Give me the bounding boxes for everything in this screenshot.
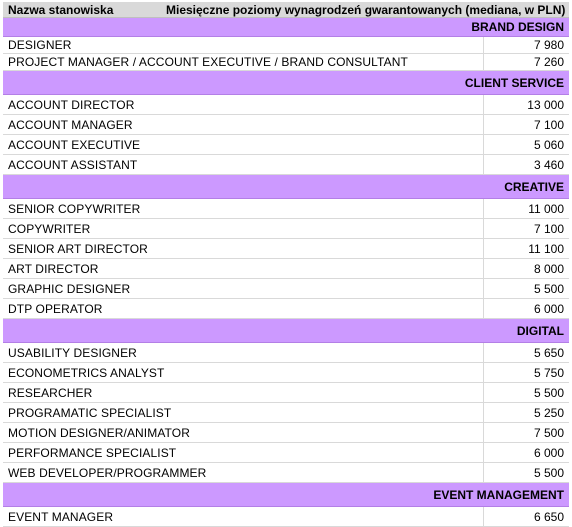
position-name: GRAPHIC DESIGNER [8,281,131,296]
section-header [3,175,569,199]
position-name: ART DIRECTOR [8,261,99,276]
table-row [3,115,569,135]
table-row [3,54,569,71]
salary-value: 8 000 [483,259,569,278]
salary-value: 6 000 [483,443,569,462]
table-row [3,507,569,527]
position-name: COPYWRITER [8,221,91,236]
table-body [3,18,569,527]
table-row [3,463,569,483]
table-row [3,443,569,463]
table-row [3,299,569,319]
salary-value: 13 000 [483,95,569,114]
column-header-salary: Miesięczne poziomy wynagrodzeń gwarantowanych (mediana, w PLN) [166,2,566,17]
salary-value: 5 500 [483,383,569,402]
position-name: WEB DEVELOPER/PROGRAMMER [8,465,207,480]
table-row [3,37,569,54]
salary-table [3,2,569,527]
table-row [3,363,569,383]
salary-value: 7 100 [483,219,569,238]
salary-value: 5 500 [483,279,569,298]
salary-value: 11 000 [483,199,569,218]
table-row [3,383,569,403]
position-name: USABILITY DESIGNER [8,345,137,360]
position-name: PROJECT MANAGER / ACCOUNT EXECUTIVE / BRAND CONSULTANT [8,55,408,69]
section-title: CLIENT SERVICE [464,75,564,90]
section-header [3,18,569,37]
position-name: ACCOUNT ASSISTANT [8,157,138,172]
position-name: ECONOMETRICS ANALYST [8,365,165,380]
position-name: ACCOUNT MANAGER [8,117,133,132]
position-name: PROGRAMATIC SPECIALIST [8,405,172,420]
position-name: ACCOUNT EXECUTIVE [8,137,141,152]
position-name: DTP OPERATOR [8,301,103,316]
section-header [3,319,569,343]
table-row [3,239,569,259]
salary-value: 5 250 [483,403,569,422]
position-name: PERFORMANCE SPECIALIST [8,445,177,460]
section-title: EVENT MANAGEMENT [433,487,564,502]
table-row [3,343,569,363]
table-row [3,279,569,299]
salary-value: 7 260 [483,54,569,70]
salary-value: 3 460 [483,155,569,174]
salary-value: 5 060 [483,135,569,154]
section-title: CREATIVE [504,179,564,194]
position-name: MOTION DESIGNER/ANIMATOR [8,425,190,440]
position-name: DESIGNER [8,38,72,52]
table-row [3,259,569,279]
position-name: SENIOR ART DIRECTOR [8,241,148,256]
position-name: EVENT MANAGER [8,509,114,524]
salary-value: 5 650 [483,343,569,362]
table-row [3,155,569,175]
table-row [3,219,569,239]
salary-value: 7 500 [483,423,569,442]
section-header [3,483,569,507]
salary-value: 11 100 [483,239,569,258]
table-row [3,403,569,423]
table-row [3,199,569,219]
table-row [3,135,569,155]
salary-value: 5 750 [483,363,569,382]
position-name: ACCOUNT DIRECTOR [8,97,135,112]
section-title: BRAND DESIGN [471,20,564,34]
salary-value: 6 650 [483,507,569,526]
salary-value: 6 000 [483,299,569,318]
section-header [3,71,569,95]
table-header [3,2,569,18]
table-row [3,423,569,443]
section-title: DIGITAL [516,323,564,338]
salary-value: 7 100 [483,115,569,134]
position-name: RESEARCHER [8,385,93,400]
table-row [3,95,569,115]
salary-value: 5 500 [483,463,569,482]
column-header-position: Nazwa stanowiska [8,2,114,17]
salary-value: 7 980 [483,37,569,53]
position-name: SENIOR COPYWRITER [8,201,141,216]
